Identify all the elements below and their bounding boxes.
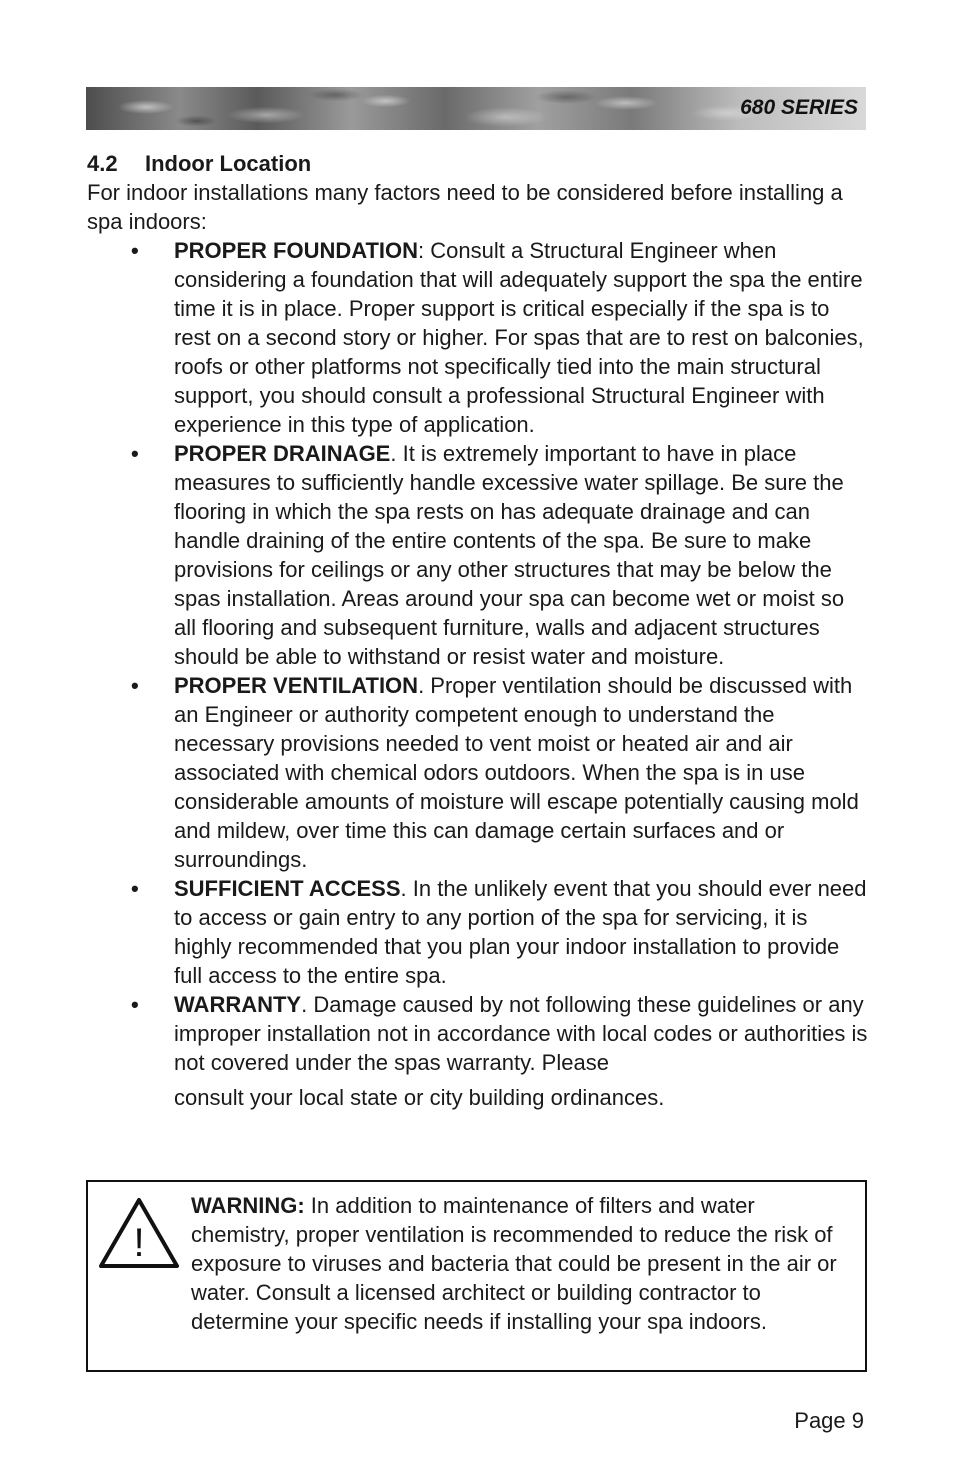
warning-message bbox=[191, 1191, 851, 1336]
intro-paragraph: For indoor installations many factors need to be considered before installing a spa indoors: bbox=[87, 180, 843, 234]
bullet-text: . Proper ventilation should be discussed with an Engineer or authority competent enough to understand the necessary provisions needed to vent moist or heated air and air associated with chemical odors outdoors. When the spa is in use considerable amounts of moisture will escape potentially causing mold and mildew, over time this can damage certain surfaces and or surroundings. bbox=[174, 673, 859, 872]
bullet-text: : Consult a Structural Engineer when considering a foundation that will adequately support the spa the entire time it is in place. Proper support is critical especially if the spa is to rest on a second story or higher. For spas that are to rest on balconies, roofs or other platforms not specifically tied into the main structural support, you should consult a professional Structural Engineer with experience in this type of application. bbox=[174, 238, 864, 437]
bullet-text: . It is extremely important to have in place measures to sufficiently handle excessive water spillage. Be sure the flooring in which the spa rests on has adequate drainage and can handle draining of the entire contents of the spa. Be sure to make provisions for ceilings or any other structures that may be below the spas installation. Areas around your spa can become wet or moist so all flooring and subsequent furniture, walls and adjacent structures should be able to withstand or resist water and moisture. bbox=[174, 441, 845, 669]
header-banner bbox=[86, 87, 866, 130]
bullet-title: PROPER VENTILATION bbox=[174, 673, 419, 698]
warning-triangle-icon bbox=[97, 1196, 181, 1270]
list-item-ventilation bbox=[87, 671, 869, 874]
page-number: Page 9 bbox=[794, 1408, 864, 1433]
bullet-text: . Damage caused by not following these guidelines or any improper installation not in accordance with local codes or authorities is not covered under the spas warranty. Please bbox=[174, 992, 868, 1075]
bullet-marker: • bbox=[131, 992, 139, 1017]
bullet-text-continued: consult your local state or city building ordinances. bbox=[174, 1085, 665, 1110]
bullet-title: SUFFICIENT ACCESS bbox=[174, 876, 401, 901]
bullet-marker: • bbox=[131, 441, 139, 466]
list-item-access bbox=[87, 874, 869, 990]
section-heading bbox=[87, 149, 311, 178]
series-title: 680 SERIES bbox=[740, 96, 858, 119]
list-item-warranty bbox=[87, 990, 869, 1112]
bullet-title: PROPER DRAINAGE bbox=[174, 441, 391, 466]
list-item-foundation bbox=[87, 236, 869, 439]
bullet-marker: • bbox=[131, 238, 139, 263]
bullet-title: PROPER FOUNDATION bbox=[174, 238, 419, 263]
section-title: Indoor Location bbox=[145, 151, 312, 176]
warning-label: WARNING: bbox=[191, 1193, 305, 1218]
warning-body: In addition to maintenance of filters and water chemistry, proper ventilation is recommended to reduce the risk of exposure to viruses and bacteria that could be present in the air or water. Consult a licensed architect or building contractor to determine your specific needs if installing your spa indoors. bbox=[191, 1193, 837, 1334]
warning-box bbox=[86, 1180, 867, 1372]
bullet-marker: • bbox=[131, 673, 139, 698]
bullet-text: . In the unlikely event that you should ever need to access or gain entry to any portion of the spa for servicing, it is highly recommended that you plan your indoor installation to provide full access to the entire spa. bbox=[174, 876, 867, 988]
list-item-drainage bbox=[87, 439, 869, 671]
bullet-title: WARRANTY bbox=[174, 992, 302, 1017]
warning-exclamation: ! bbox=[133, 1221, 145, 1265]
section-number: 4.2 bbox=[87, 151, 118, 176]
bullet-marker: • bbox=[131, 876, 139, 901]
requirements-list bbox=[87, 236, 869, 1112]
